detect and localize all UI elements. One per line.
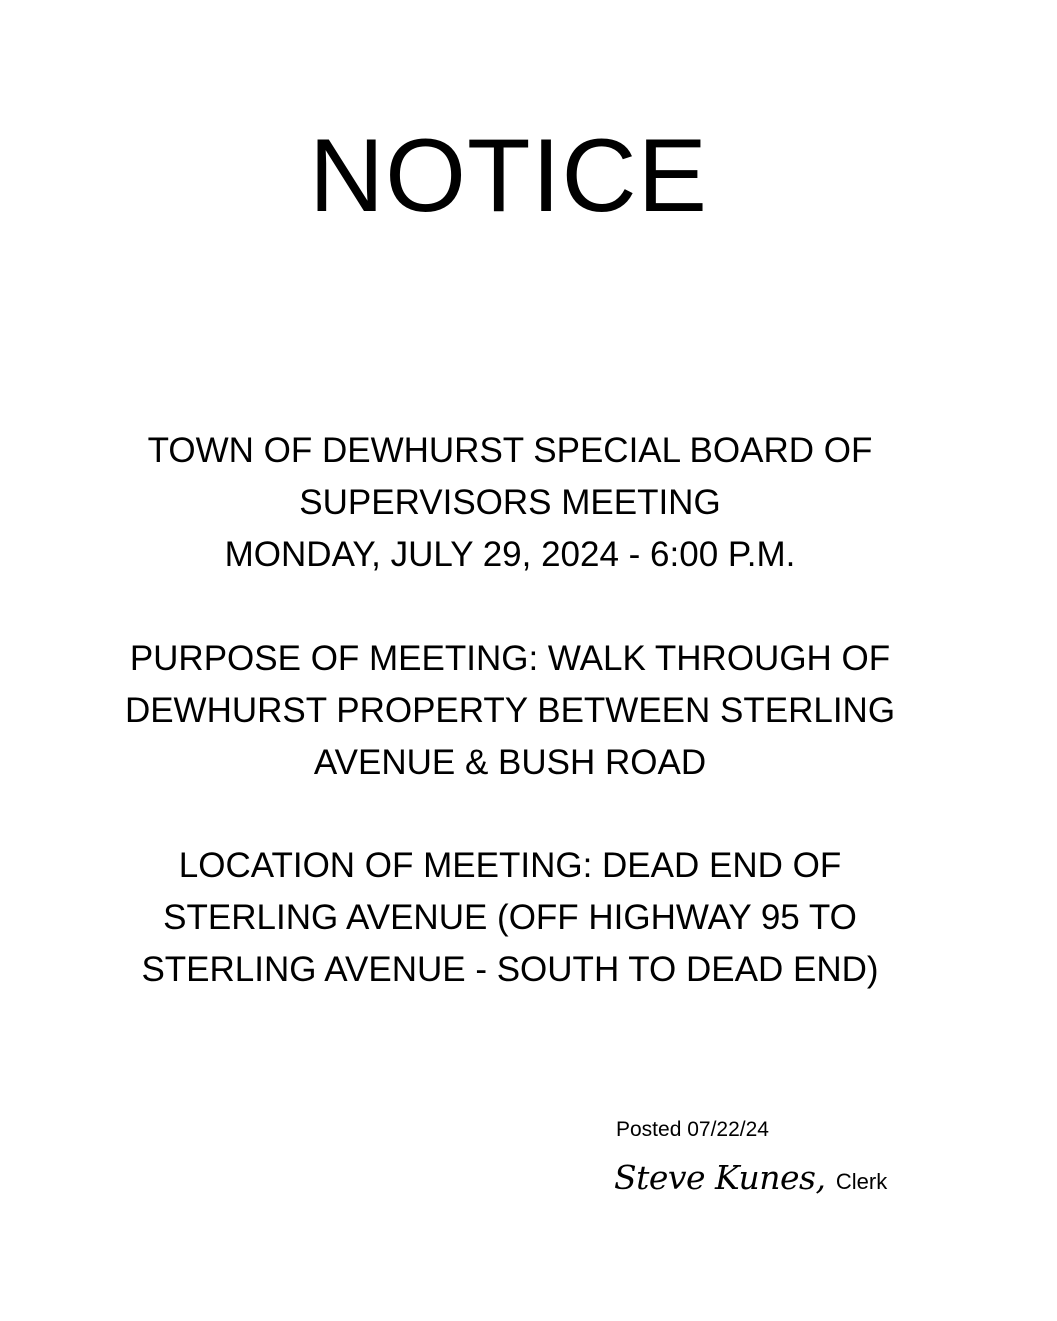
meeting-date-time: MONDAY, JULY 29, 2024 - 6:00 P.M. xyxy=(224,535,796,574)
posted-date: Posted 07/22/24 xyxy=(616,1118,769,1141)
purpose-line: DEWHURST PROPERTY BETWEEN STERLING xyxy=(124,691,896,730)
location-line: STERLING AVENUE (OFF HIGHWAY 95 TO xyxy=(163,898,857,937)
purpose-line: AVENUE & BUSH ROAD xyxy=(313,743,707,782)
meeting-details xyxy=(40,425,980,581)
meeting-line: TOWN OF DEWHURST SPECIAL BOARD OF xyxy=(147,431,873,470)
purpose-line: PURPOSE OF MEETING: WALK THROUGH OF xyxy=(129,639,891,678)
page-title: NOTICE xyxy=(309,118,708,234)
meeting-line: SUPERVISORS MEETING xyxy=(299,483,721,522)
signature-block xyxy=(614,1156,887,1204)
clerk-signature: Steve Kunes, xyxy=(614,1158,826,1197)
location-line: LOCATION OF MEETING: DEAD END OF xyxy=(178,846,842,885)
location-line: STERLING AVENUE - SOUTH TO DEAD END) xyxy=(141,950,879,989)
meeting-purpose xyxy=(40,633,980,789)
meeting-location xyxy=(40,840,980,996)
signer-title: Clerk xyxy=(835,1169,888,1194)
